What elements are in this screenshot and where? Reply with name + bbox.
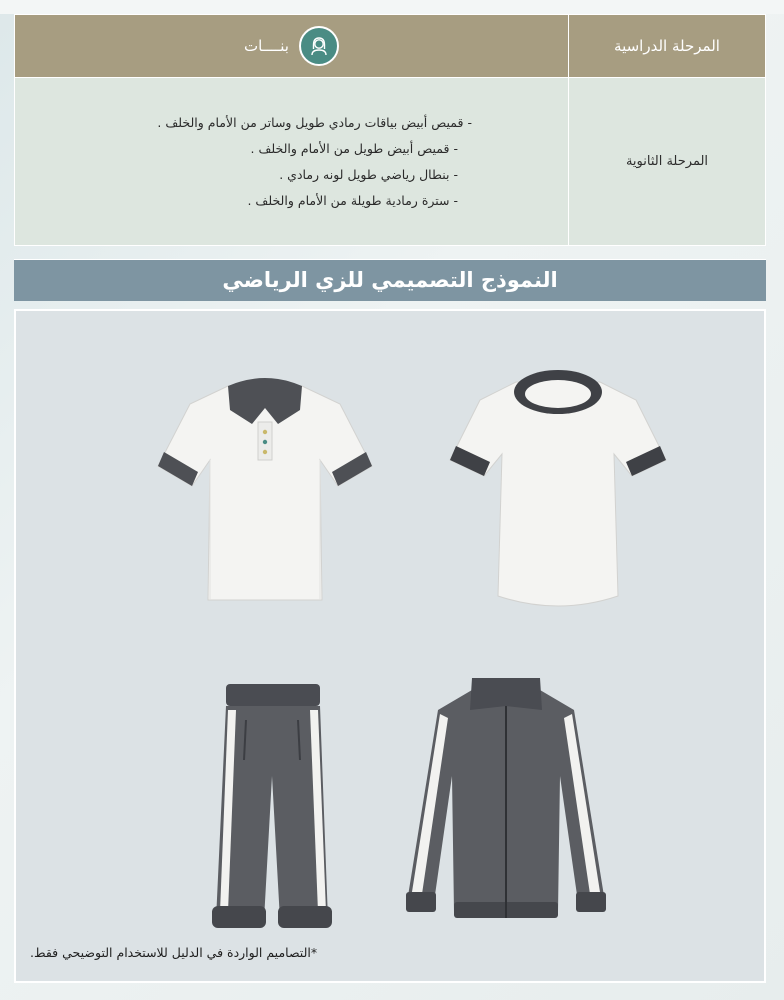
table-row xyxy=(15,78,766,246)
table-header-row xyxy=(15,15,766,78)
header-girls xyxy=(15,15,569,78)
row-items xyxy=(15,78,569,246)
list-item: - سترة رمادية طويلة من الأمام والخلف . xyxy=(247,192,458,208)
row-stage: المرحلة الثانوية xyxy=(569,78,766,246)
track-pants-icon xyxy=(198,680,348,939)
girl-avatar-icon xyxy=(299,26,339,66)
list-item: - بنطال رياضي طويل لونه رمادي . xyxy=(279,166,458,182)
round-neck-shirt-icon xyxy=(446,368,670,617)
uniform-table xyxy=(14,14,766,246)
girls-label: بنــــات xyxy=(244,37,289,56)
list-item: - قميص أبيض طويل من الأمام والخلف . xyxy=(250,140,458,156)
polo-shirt-icon xyxy=(150,368,380,617)
section-title: النموذج التصميمي للزي الرياضي xyxy=(14,259,766,301)
page-top-edge xyxy=(0,0,784,14)
uniform-items-list xyxy=(132,110,472,214)
track-jacket-icon xyxy=(400,676,612,928)
header-stage: المرحلة الدراسية xyxy=(569,15,766,78)
disclaimer-note: *التصاميم الواردة في الدليل للاستخدام التوضيحي فقط. xyxy=(30,945,318,960)
list-item: - قميص أبيض بياقات رمادي طويل وساتر من الأمام والخلف . xyxy=(157,114,472,130)
